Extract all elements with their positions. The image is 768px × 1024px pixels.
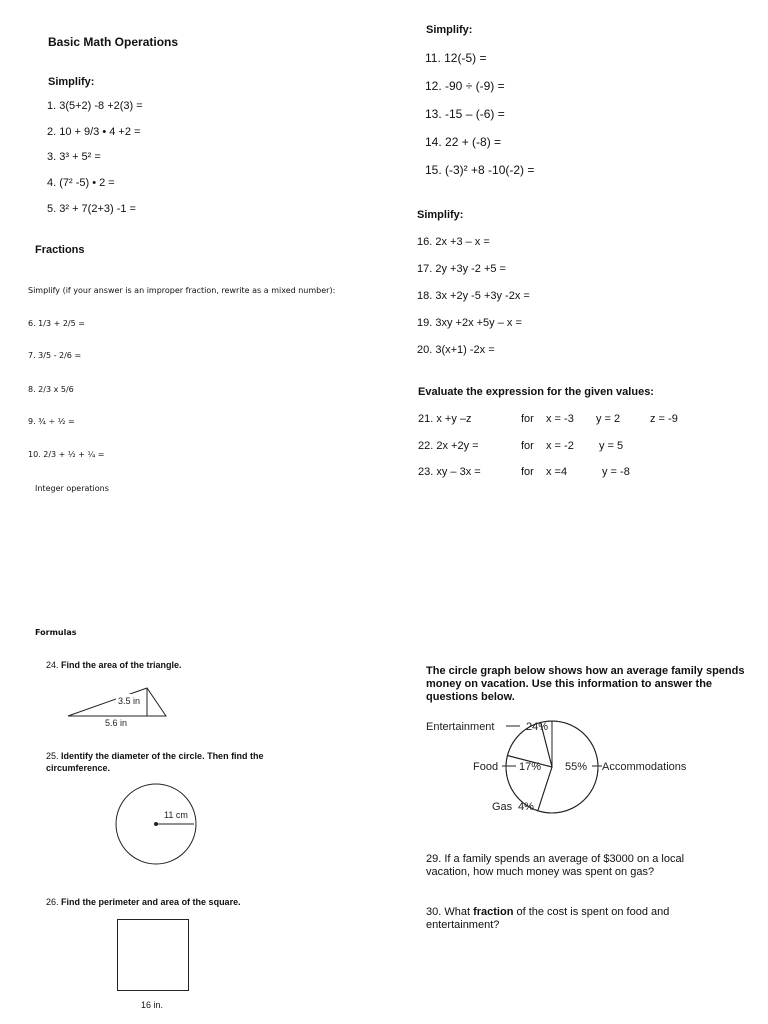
problem-21-y: y = 2: [596, 413, 621, 425]
problem-5: 5. 3² + 7(2+3) -1 =: [47, 203, 136, 215]
pie-legend-entertainment: Entertainment: [426, 721, 495, 733]
q25-number: 25.: [46, 751, 59, 761]
simplify-heading-2: Simplify:: [426, 24, 473, 36]
problem-11: 11. 12(-5) =: [425, 51, 487, 65]
circle-radius-label: 11 cm: [164, 810, 188, 820]
formulas-heading: Formulas: [35, 628, 77, 637]
circle-figure: [110, 780, 200, 870]
problem-22: 22. 2x +2y =: [418, 440, 479, 452]
worksheet-title: Basic Math Operations: [48, 35, 179, 49]
simplify-heading-3: Simplify:: [417, 209, 464, 221]
fractions-heading: Fractions: [35, 244, 85, 256]
pie-label-entertainment: 24%: [526, 721, 549, 733]
q26-prompt: [46, 897, 241, 907]
pie-label-food: 17%: [519, 761, 542, 773]
problem-22-for: for: [521, 440, 534, 452]
circle-graph-intro: The circle graph below shows how an average family spends money on vacation. Use this information to answer the questions below.: [426, 665, 745, 703]
problem-15: 15. (-3)² +8 -10(-2) =: [425, 163, 535, 177]
problem-14: 14. 22 + (-8) =: [425, 135, 502, 149]
problem-21-x: x = -3: [546, 413, 574, 425]
pie-label-gas: 4%: [518, 801, 534, 813]
question-30: [426, 906, 726, 932]
problem-9: 9. ¾ ÷ ½ =: [28, 417, 75, 426]
square-figure: [117, 919, 189, 991]
q30-prefix: 30. What: [426, 906, 474, 918]
q26-number: 26.: [46, 897, 59, 907]
q25-prompt: [46, 750, 316, 774]
q26-text: Find the perimeter and area of the square.: [61, 897, 241, 907]
q25-text: Identify the diameter of the circle. Then find the circumference.: [46, 751, 264, 773]
fractions-instruction: Simplify (if your answer is an improper fraction, rewrite as a mixed number):: [28, 286, 336, 295]
question-29: 29. If a family spends an average of $3000 on a local vacation, how much money was spent on gas?: [426, 853, 685, 878]
problem-22-y: y = 5: [599, 440, 624, 452]
problem-23-for: for: [521, 466, 534, 478]
pie-chart: [420, 712, 720, 820]
problem-8: 8. 2/3 x 5/6: [28, 385, 74, 394]
circle-center-dot: [154, 822, 158, 826]
problem-21-z: z = -9: [650, 413, 678, 425]
simplify-heading: Simplify:: [48, 76, 95, 88]
problem-21-for: for: [521, 413, 534, 425]
problem-19: 19. 3xy +2x +5y – x =: [417, 317, 522, 329]
problem-10: 10. 2/3 + ½ + ¼ =: [28, 450, 105, 459]
q30-suffix: of the cost is spent on food and entertainment?: [426, 906, 670, 931]
problem-16: 16. 2x +3 – x =: [417, 236, 490, 248]
triangle-figure: [60, 684, 175, 730]
problem-23-x: x =4: [546, 466, 568, 478]
q24-text: Find the area of the triangle.: [61, 660, 182, 670]
evaluate-heading: Evaluate the expression for the given values:: [418, 386, 654, 398]
problem-17: 17. 2y +3y -2 +5 =: [417, 263, 506, 275]
q24-number: 24.: [46, 660, 59, 670]
problem-2: 2. 10 + 9/3 • 4 +2 =: [47, 126, 141, 138]
problem-23-y: y = -8: [602, 466, 630, 478]
problem-13: 13. -15 – (-6) =: [425, 107, 505, 121]
problem-4: 4. (7² -5) • 2 =: [47, 177, 115, 189]
pie-label-accommodations: 55%: [565, 761, 588, 773]
pie-legend-gas: Gas: [492, 801, 513, 813]
problem-18: 18. 3x +2y -5 +3y -2x =: [417, 290, 530, 302]
triangle-height-label: 3.5 in: [118, 696, 141, 706]
problem-3: 3. 3³ + 5² =: [47, 151, 101, 163]
problem-20: 20. 3(x+1) -2x =: [417, 344, 495, 356]
problem-21: 21. x +y –z: [418, 413, 472, 425]
problem-1: 1. 3(5+2) -8 +2(3) =: [47, 100, 143, 112]
q30-bold: fraction: [473, 906, 514, 918]
problem-7: 7. 3/5 - 2/6 =: [28, 351, 82, 360]
pie-legend-food: Food: [473, 761, 499, 773]
problem-6: 6. 1/3 + 2/5 =: [28, 319, 85, 328]
q24-prompt: [46, 660, 182, 670]
problem-23: 23. xy – 3x =: [418, 466, 481, 478]
integer-operations-heading: Integer operations: [35, 484, 109, 493]
pie-legend-accommodations: Accommodations: [602, 761, 687, 773]
triangle-base-label: 5.6 in: [105, 718, 128, 728]
problem-12: 12. -90 ÷ (-9) =: [425, 79, 505, 93]
square-side-label: 16 in.: [141, 1000, 164, 1010]
problem-22-x: x = -2: [546, 440, 574, 452]
